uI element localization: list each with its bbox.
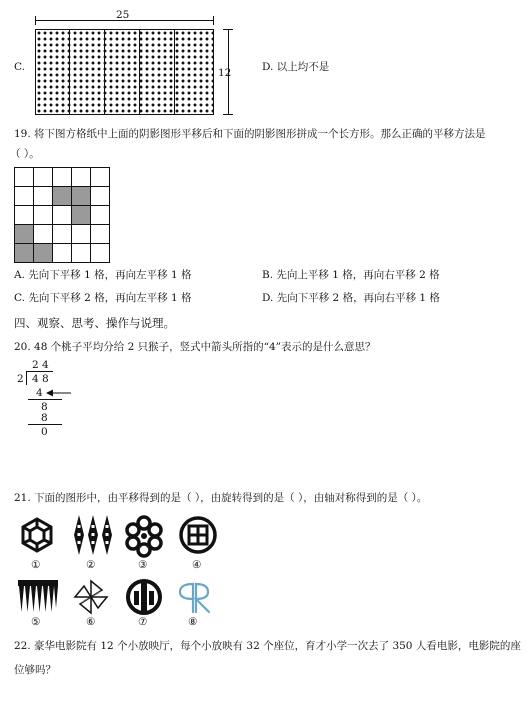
grid-cell-shaded — [15, 225, 34, 244]
q18-width-label: 25 — [116, 9, 130, 21]
q21-stem: 21. 下面的图形中，由平移得到的是（ ），由旋转得到的是（ ），由轴对称得到的是（ ）。 — [14, 492, 428, 504]
q22-stem-line2: 位够吗？ — [14, 664, 56, 676]
q19-option-d: D. 先向下平移 2 格，再向右平移 1 格 — [262, 292, 440, 304]
q18-option-c-label: C. — [14, 61, 25, 73]
three-diamonds-icon — [72, 513, 114, 557]
mirrored-letters-icon — [174, 578, 214, 616]
q18-dot-rectangle — [35, 29, 214, 115]
q20-arrow-icon — [46, 388, 72, 398]
q21-label-4: ④ — [192, 559, 202, 571]
grid-cell-shaded — [53, 187, 72, 206]
q21-label-1: ① — [31, 559, 41, 571]
grid-cell — [53, 206, 72, 225]
circular-bank-logo-icon — [178, 515, 218, 555]
q19-stem-line1: 19. 将下图方格纸中上面的阴影图形平移后和下面的阴影图形拼成一个长方形。那么正确的平移方法是 — [14, 128, 486, 140]
q18-width-tick-right — [213, 16, 214, 25]
grid-cell — [91, 225, 110, 244]
fringe-pattern-icon — [16, 578, 60, 614]
q18-height-tick-top — [223, 29, 233, 30]
grid-cell — [34, 225, 53, 244]
q20-step1: 4 — [36, 387, 43, 399]
q21-label-6: ⑥ — [86, 616, 96, 628]
q19-option-c: C. 先向下平移 2 格，再向左平移 1 格 — [14, 292, 192, 304]
grid-cell — [91, 187, 110, 206]
grid-cell-shaded — [15, 244, 34, 263]
q20-division-bracket — [26, 371, 27, 385]
q19-option-a: A. 先向下平移 1 格，再向左平移 1 格 — [14, 269, 192, 281]
q20-stem: 20. 48 个桃子平均分给 2 只猴子，竖式中箭头所指的“4”表示的是什么意思？ — [14, 341, 376, 353]
q18-divider-1 — [69, 29, 70, 115]
q20-quotient: 2 4 — [32, 359, 49, 371]
q21-label-5: ⑤ — [31, 616, 41, 628]
grid-cell — [15, 206, 34, 225]
grid-cell — [91, 168, 110, 187]
q20-step3: 8 — [41, 412, 48, 424]
grid-cell — [53, 225, 72, 244]
grid-cell — [15, 168, 34, 187]
q18-option-d: D. 以上均不是 — [262, 61, 330, 73]
grid-cell — [34, 206, 53, 225]
q19-stem-line2: （ ）。 — [10, 148, 40, 160]
q20-step2: 8 — [41, 401, 48, 413]
q21-label-7: ⑦ — [138, 616, 148, 628]
grid-cell — [91, 244, 110, 263]
pinwheel-hexagon-icon — [16, 515, 58, 557]
grid-cell — [91, 206, 110, 225]
q22-stem-line1: 22. 豪华电影院有 12 个小放映厅，每个小放映有 32 个座位，育才小学一次去了 350 人看电影，电影院的座 — [14, 640, 521, 652]
grid-cell-shaded — [34, 244, 53, 263]
grid-cell — [15, 187, 34, 206]
q20-dividend: 4 8 — [32, 373, 49, 385]
grid-cell — [53, 244, 72, 263]
grid-cell — [34, 168, 53, 187]
hexagon-flower-icon — [122, 514, 166, 558]
q18-height-label: 12 — [218, 67, 232, 79]
grid-cell — [72, 244, 91, 263]
q21-label-3: ③ — [138, 559, 148, 571]
q18-divider-3 — [139, 29, 140, 115]
q18-height-tick-bottom — [223, 114, 233, 115]
q20-divisor: 2 — [17, 373, 24, 385]
q20-remainder: 0 — [41, 426, 48, 438]
q21-label-8: ⑧ — [188, 616, 198, 628]
grid-cell-shaded — [72, 206, 91, 225]
grid-cell-shaded — [72, 187, 91, 206]
grid-cell — [53, 168, 72, 187]
grid-cell — [72, 168, 91, 187]
q18-divider-2 — [104, 29, 105, 115]
q19-option-b: B. 先向上平移 1 格，再向右平移 2 格 — [262, 269, 440, 281]
q21-label-2: ② — [86, 559, 96, 571]
q18-width-tick-left — [35, 16, 36, 25]
pinwheel-icon — [72, 578, 110, 616]
section-title: 四、观察、思考、操作与说理。 — [14, 316, 175, 330]
q18-divider-4 — [174, 29, 175, 115]
grid-cell — [34, 187, 53, 206]
grid-cell — [72, 225, 91, 244]
q19-square-grid — [14, 167, 110, 263]
circular-emblem-icon — [125, 578, 163, 616]
